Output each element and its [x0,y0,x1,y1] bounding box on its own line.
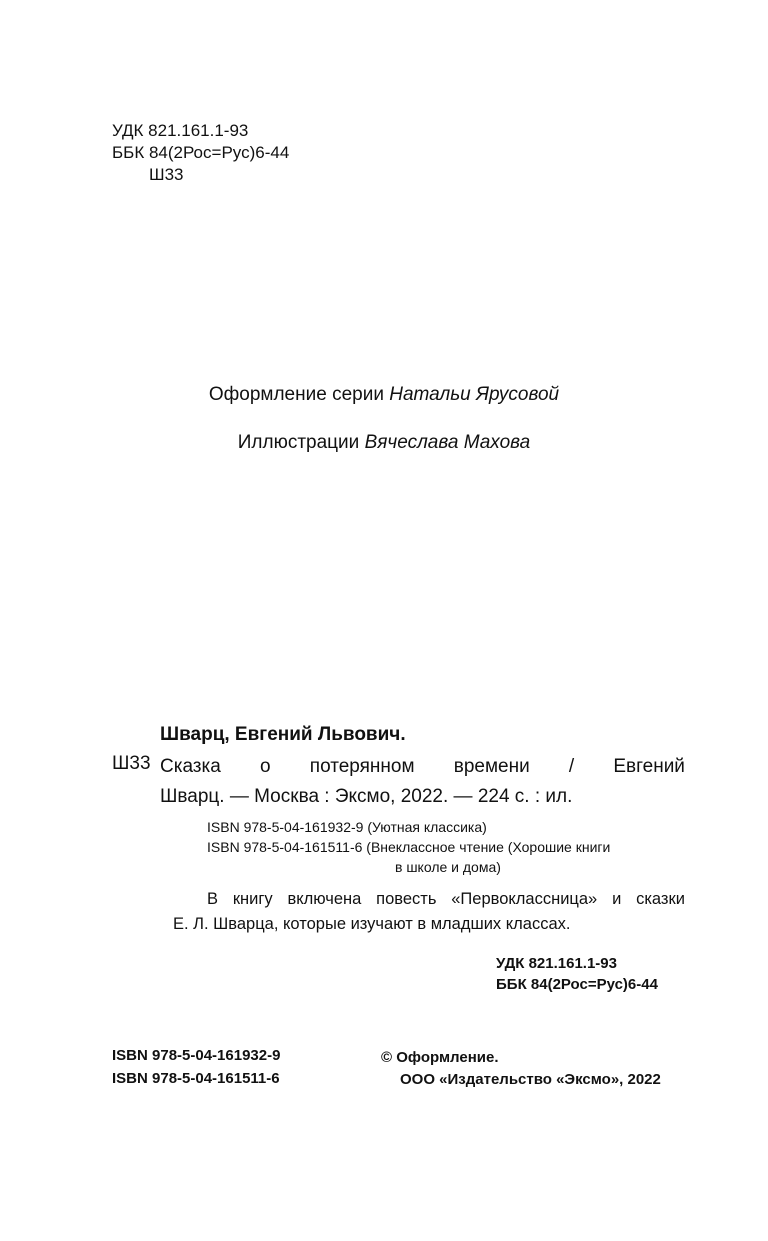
illustrations-label: Иллюстрации [237,432,360,453]
annotation-word: сказки [636,890,685,908]
catalog-bbk: ББК 84(2Рос=Рус)6-44 [496,976,658,993]
annotation-line-1 [160,887,685,912]
copyright-line-2: ООО «Издательство «Эксмо», 2022 [400,1071,661,1088]
udk-code: УДК 821.161.1-93 [112,121,249,140]
catalog-annotation [160,887,685,937]
catalog-isbn-2-continuation: в школе и дома) [395,859,501,875]
title-word: Сказка [160,756,221,777]
catalog-isbn-1: ISBN 978-5-04-161932-9 (Уютная классика) [207,819,487,835]
footer-isbn-2: ISBN 978-5-04-161511-6 [112,1070,280,1087]
bbk-code: ББК 84(2Рос=Рус)6-44 [112,143,290,162]
catalog-title-block [160,752,685,812]
illustrator-name: Вячеслава Махова [364,432,531,453]
footer-isbn-list [112,1044,280,1090]
series-design-label: Оформление серии [208,384,384,405]
author-mark: Ш33 [149,165,184,184]
annotation-word: повесть [376,890,437,908]
catalog-isbn-list [207,817,610,877]
catalog-title-line-2: Шварц. — Москва : Эксмо, 2022. — 224 с. : ил. [160,786,573,807]
annotation-word: книгу [232,890,273,908]
annotation-word: «Первоклассница» [451,890,598,908]
copyright-notice [381,1047,661,1091]
annotation-word: включена [287,890,362,908]
catalog-udk: УДК 821.161.1-93 [496,955,617,972]
title-word: Евгений [613,756,685,777]
catalog-author-mark: Ш33 [112,753,151,774]
annotation-line-2: Е. Л. Шварца, которые изучают в младших классах. [173,915,571,933]
annotation-word: и [612,890,622,908]
catalog-codes [496,953,658,995]
title-word: о [260,756,271,777]
series-design-credit [0,384,768,406]
annotation-word: В [207,890,219,908]
title-word: потерянном [309,756,415,777]
catalog-title-line-1 [160,752,685,782]
top-catalog-codes [112,120,289,186]
title-word: времени [453,756,530,777]
catalog-author-heading: Шварц, Евгений Львович. [160,724,406,745]
footer-isbn-1: ISBN 978-5-04-161932-9 [112,1047,281,1064]
title-word: / [568,756,575,777]
copyright-line-1: © Оформление. [381,1049,499,1066]
series-designer-name: Натальи Ярусовой [389,384,560,405]
illustrations-credit [0,432,768,454]
catalog-isbn-2: ISBN 978-5-04-161511-6 (Внеклассное чтение (Хорошие книги [207,839,611,855]
